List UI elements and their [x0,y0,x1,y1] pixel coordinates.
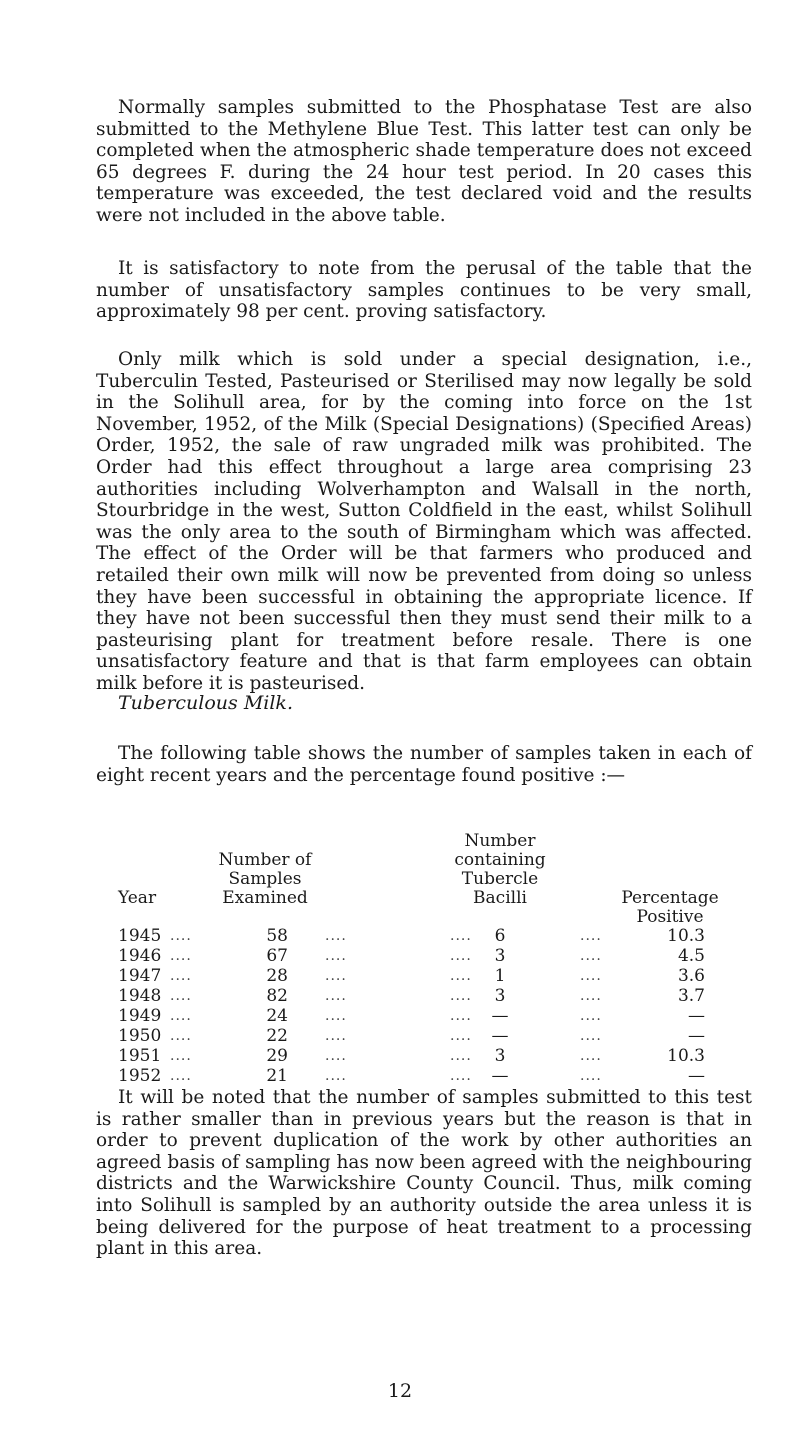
cell-bacilli: — [491,1026,509,1046]
dot-leader: .... [450,1068,472,1084]
header-samples-line: Number of [218,850,312,870]
table-row [0,1007,800,1026]
dot-leader: .... [325,1048,347,1064]
dot-leader: .... [325,928,347,944]
cell-percentage: 3.6 [677,966,705,986]
dot-leader: .... [170,1008,192,1024]
cell-samples: 28 [266,966,288,986]
cell-percentage: 3.7 [677,986,705,1006]
dot-leader: .... [170,988,192,1004]
cell-year: 1947 [118,966,162,986]
cell-year: 1946 [118,946,162,966]
dot-leader: .... [580,988,602,1004]
cell-bacilli: — [491,1066,509,1086]
paragraph-satisfactory: It is satisfactory to note from the perusal of the table that the number of unsatisfactory samples continues to be very small, approximately 98 per cent. proving satisfactory. [96,258,752,323]
paragraph-sampling-note: It will be noted that the number of samples submitted to this test is rather smaller than in previous years but the reason is that in order to prevent duplication of the work by other authorities an agreed basis of sampling has now been agreed with the neighbouring districts and the Warwickshire County Council. Thus, milk coming into Solihull is sampled by an authority outside the area unless it is being delivered for the purpose of heat treatment to a processing plant in this area. [96,1087,752,1260]
cell-year: 1950 [118,1026,162,1046]
dot-leader: .... [450,1028,472,1044]
dot-leader: .... [450,988,472,1004]
table-row [0,947,800,966]
header-year-line: Year [118,888,157,908]
dot-leader: .... [170,1068,192,1084]
header-bacilli-line: Tubercle [461,869,539,889]
table-row [0,1027,800,1046]
cell-samples: 58 [266,926,288,946]
dot-leader: .... [325,948,347,964]
cell-percentage: 10.3 [667,926,705,946]
cell-year: 1945 [118,926,162,946]
dot-leader: .... [450,1008,472,1024]
table-row [0,1067,800,1086]
page-number: 12 [387,1380,413,1402]
cell-bacilli: 3 [494,1046,506,1066]
dot-leader: .... [170,928,192,944]
dot-leader: .... [580,948,602,964]
cell-samples: 67 [266,946,288,966]
dot-leader: .... [170,1048,192,1064]
header-samples-line: Samples [228,869,302,889]
dot-leader: .... [580,1048,602,1064]
table-row [0,1047,800,1066]
cell-year: 1948 [118,986,162,1006]
cell-bacilli: — [491,1006,509,1026]
cell-samples: 82 [266,986,288,1006]
dot-leader: .... [170,1028,192,1044]
dot-leader: .... [450,968,472,984]
header-percentage [610,889,730,927]
cell-samples: 22 [266,1026,288,1046]
dot-leader: .... [450,948,472,964]
cell-samples: 21 [266,1066,288,1086]
dot-leader: .... [325,968,347,984]
cell-percentage: 4.5 [677,946,705,966]
cell-percentage: 10.3 [667,1046,705,1066]
header-bacilli [430,832,570,908]
header-bacilli-line: Number [464,831,536,851]
cell-percentage: — [688,1026,705,1046]
dot-leader: .... [580,968,602,984]
cell-percentage: — [688,1066,705,1086]
paragraph-special-designation: Only milk which is sold under a special designation, i.e., Tuberculin Tested, Pasteurised or Sterilised may now legally be sold in the Solihull area, for by the coming into force on the 1st November, 1952, of the Milk (Special Designations) (Specified Areas) Order, 1952, the sale of raw ungraded milk was prohibited. The Order had this effect throughout a large area comprising 23 authorities including Wolverhampton and Walsall in the north, Stourbridge in the west, Sutton Coldfield in the east, whilst Solihull was the only area to the south of Birmingham which was affected. The effect of the Order will be that farmers who produced and retailed their own milk will now be prevented from doing so unless they have been successful in obtaining the appropriate licence. If they have not been successful then they must send their milk to a pasteurising plant for treatment before resale. There is one unsatisfactory feature and that is that farm employees can obtain milk before it is pasteurised. [96,349,752,694]
header-bacilli-line: containing [454,850,546,870]
cell-bacilli: 1 [494,966,506,986]
table-row [0,967,800,986]
cell-samples: 24 [266,1006,288,1026]
header-samples [195,851,335,908]
cell-bacilli: 6 [494,926,506,946]
dot-leader: .... [325,1068,347,1084]
dot-leader: .... [580,1068,602,1084]
dot-leader: .... [325,988,347,1004]
cell-year: 1949 [118,1006,162,1026]
table-row [0,927,800,946]
cell-year: 1952 [118,1066,162,1086]
cell-percentage: — [688,1006,705,1026]
section-heading: Tuberculous Milk. [118,692,293,714]
dot-leader: .... [170,948,192,964]
dot-leader: .... [450,928,472,944]
header-percentage-line: Positive [636,907,704,927]
dot-leader: .... [170,968,192,984]
cell-bacilli: 3 [494,946,506,966]
table-row [0,987,800,1006]
header-samples-line: Examined [222,888,308,908]
cell-year: 1951 [118,1046,162,1066]
dot-leader: .... [580,1028,602,1044]
table-intro: The following table shows the number of samples taken in each of eight recent years and the percentage found positive :— [96,743,752,786]
dot-leader: .... [580,928,602,944]
header-year [118,889,156,908]
dot-leader: .... [450,1048,472,1064]
header-percentage-line: Percentage [621,888,719,908]
cell-samples: 29 [266,1046,288,1066]
dot-leader: .... [325,1028,347,1044]
header-bacilli-line: Bacilli [473,888,527,908]
cell-bacilli: 3 [494,986,506,1006]
dot-leader: .... [580,1008,602,1024]
dot-leader: .... [325,1008,347,1024]
paragraph-phosphatase: Normally samples submitted to the Phosphatase Test are also submitted to the Methylene Blue Test. This latter test can only be completed when the atmospheric shade temperature does not exceed 65 degrees F. during the 24 hour test period. In 20 cases this temperature was exceeded, the test declared void and the results were not included in the above table. [96,97,752,226]
